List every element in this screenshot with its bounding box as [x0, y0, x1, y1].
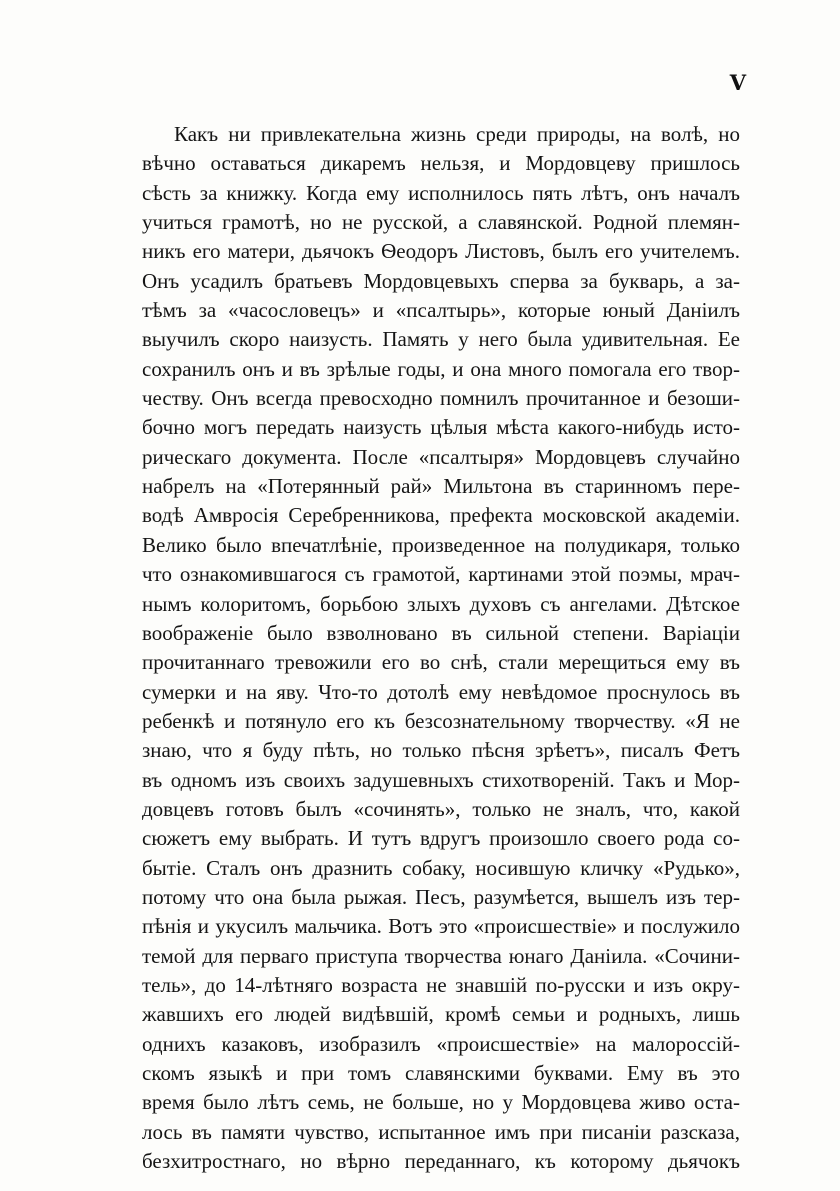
- text-line: тель», до 14-лѣтняго возраста не знавшій по-русски и изъ окру-: [142, 972, 740, 997]
- text-line: въ одномъ изъ своихъ задушевныхъ стихотвореній. Такъ и Мор-: [142, 767, 740, 792]
- text-line: безхитростнаго, но вѣрно переданнаго, къ которому дьячокъ: [142, 1149, 740, 1174]
- text-line: рическаго документа. После «псалтыря» Мордовцевъ случайно: [142, 444, 740, 469]
- text-line: сумерки и на яву. Что-то дотолѣ ему невѣдомое проснулось въ: [142, 679, 740, 704]
- text-line: вѣчно оставаться дикаремъ нельзя, и Мордовцеву пришлось: [142, 151, 740, 176]
- text-line: Онъ усадилъ братьевъ Мордовцевыхъ сперва за букварь, а за-: [142, 268, 740, 293]
- page-number: V: [729, 70, 746, 95]
- text-line: потому что она была рыжая. Песъ, разумѣется, вышелъ изъ тер-: [142, 884, 740, 909]
- text-line: воображеніе было взволновано въ сильной степени. Варіаціи: [142, 620, 740, 645]
- text-line: выучилъ скоро наизусть. Память у него была удивительная. Ее: [142, 327, 740, 352]
- text-line: нымъ колоритомъ, борьбою злыхъ духовъ съ ангелами. Дѣтское: [142, 591, 740, 616]
- text-line: скомъ языкѣ и при томъ славянскими буквами. Ему въ это: [142, 1061, 740, 1085]
- text-line: прочитаннаго тревожили его во снѣ, стали мерещиться ему въ: [142, 650, 740, 675]
- text-line: сохранилъ онъ и въ зрѣлые годы, и она много помогала его твор-: [142, 356, 740, 381]
- text-line: никъ его матери, дьячокъ Ѳеодоръ Листовъ, былъ его учителемъ.: [142, 239, 740, 264]
- text-line: пѣнія и укусилъ мальчика. Вотъ это «происшествіе» и послужило: [142, 914, 740, 939]
- text-line: темой для перваго приступа творчества юнаго Даніила. «Сочини-: [142, 943, 740, 968]
- text-line: довцевъ готовъ былъ «сочинять», только не зналъ, что, какой: [142, 796, 740, 821]
- text-line: водѣ Амвросія Серебренникова, префекта московской академіи.: [142, 503, 740, 528]
- text-line: сѣсть за книжку. Когда ему исполнилось пять лѣтъ, онъ началъ: [142, 180, 740, 205]
- text-line: бочно могъ передать наизусть цѣлыя мѣста какого-нибудь исто-: [142, 415, 740, 440]
- text-line: жавшихъ его людей видѣвшій, кромѣ семьи и родныхъ, лишь: [142, 1002, 740, 1027]
- text-line: однихъ казаковъ, изобразилъ «происшествіе» на малороссій-: [142, 1031, 740, 1056]
- text-line: тѣмъ за «часословецъ» и «псалтырь», которые юный Даніилъ: [142, 298, 740, 323]
- text-line: набрелъ на «Потерянный рай» Мильтона въ старинномъ пере-: [142, 474, 740, 499]
- text-line: лось въ памяти чувство, испытанное имъ при писаніи разсказа,: [142, 1119, 740, 1144]
- body-text: [142, 120, 740, 1176]
- text-line: Велико было впечатлѣніе, произведенное на полудикаря, только: [142, 532, 740, 557]
- text-line: учиться грамотѣ, но не русской, а славянской. Родной племян-: [142, 210, 740, 235]
- text-line: время было лѣтъ семь, не больше, но у Мордовцева живо оста-: [142, 1090, 740, 1115]
- text-line: ребенкѣ и потянуло его къ безсознательному творчеству. «Я не: [142, 708, 740, 733]
- text-line: честву. Онъ всегда превосходно помнилъ прочитанное и безоши-: [142, 386, 740, 411]
- text-line: знаю, что я буду пѣть, но только пѣсня зрѣетъ», писалъ Фетъ: [142, 738, 740, 763]
- text-line: бытіе. Сталъ онъ дразнить собаку, носившую кличку «Рудько»,: [142, 855, 740, 880]
- text-line: Какъ ни привлекательна жизнь среди природы, на волѣ, но: [174, 122, 740, 146]
- text-line: сюжетъ ему выбрать. И тутъ вдругъ произошло своего рода со-: [142, 826, 740, 851]
- text-line: что ознакомившагося съ грамотой, картинами этой поэмы, мрач-: [142, 562, 740, 587]
